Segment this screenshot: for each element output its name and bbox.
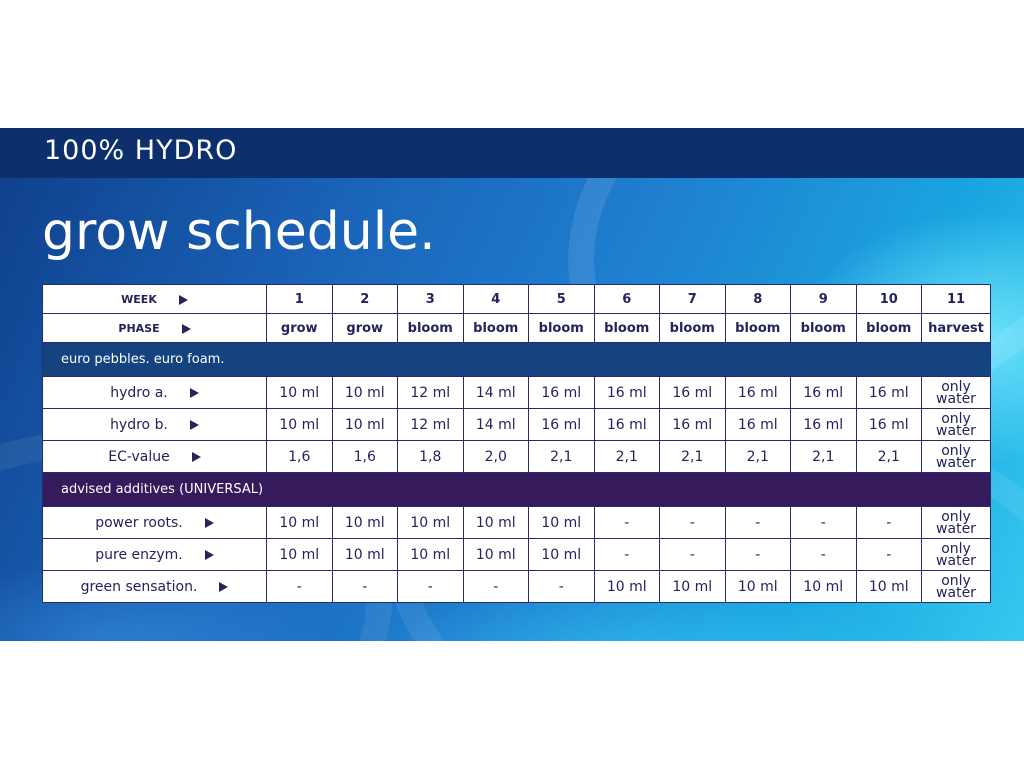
row-label: WEEK (121, 292, 157, 306)
header-bar (0, 128, 1024, 178)
week-label-cell (43, 285, 267, 314)
only-water-cell: only water (922, 539, 991, 571)
week-row (43, 285, 991, 314)
phase-cell: bloom (463, 314, 529, 343)
section-title: advised additives (UNIVERSAL) (43, 473, 991, 507)
dose-cell: 10 ml (660, 571, 726, 603)
triangle-right-icon (205, 550, 214, 560)
dose-cell: - (594, 539, 660, 571)
phase-cell: bloom (791, 314, 857, 343)
row-label-cell (43, 441, 267, 473)
dose-cell: 10 ml (529, 507, 595, 539)
only-water-cell: only water (922, 377, 991, 409)
dose-cell: 10 ml (529, 539, 595, 571)
phase-cell: bloom (660, 314, 726, 343)
only-water-cell: only water (922, 441, 991, 473)
week-number-cell: 10 (856, 285, 922, 314)
dose-cell: 10 ml (398, 507, 464, 539)
row-label-cell (43, 409, 267, 441)
dose-cell: - (856, 539, 922, 571)
phase-cell: grow (267, 314, 333, 343)
week-number-cell: 7 (660, 285, 726, 314)
dose-cell: 10 ml (791, 571, 857, 603)
dose-cell: - (660, 539, 726, 571)
table-row (43, 377, 991, 409)
table-row (43, 441, 991, 473)
week-number-cell: 2 (332, 285, 398, 314)
dose-cell: 1,6 (332, 441, 398, 473)
section-advised-additives (43, 473, 991, 507)
phase-cell: bloom (398, 314, 464, 343)
phase-cell: grow (332, 314, 398, 343)
triangle-right-icon (190, 388, 199, 398)
phase-cell: bloom (594, 314, 660, 343)
dose-cell: - (267, 571, 333, 603)
dose-cell: 16 ml (856, 409, 922, 441)
dose-cell: 2,1 (856, 441, 922, 473)
table-row (43, 409, 991, 441)
triangle-right-icon (190, 420, 199, 430)
phase-cell: bloom (529, 314, 595, 343)
row-label: EC-value (108, 448, 170, 465)
week-number-cell: 4 (463, 285, 529, 314)
dose-cell: 1,6 (267, 441, 333, 473)
dose-cell: 12 ml (398, 409, 464, 441)
dose-cell: 16 ml (660, 377, 726, 409)
row-label-cell (43, 539, 267, 571)
dose-cell: 10 ml (725, 571, 791, 603)
phase-row (43, 314, 991, 343)
triangle-right-icon (182, 324, 191, 334)
dose-cell: 10 ml (856, 571, 922, 603)
row-label-cell (43, 377, 267, 409)
dose-cell: 16 ml (594, 377, 660, 409)
dose-cell: 2,0 (463, 441, 529, 473)
only-water-cell: only water (922, 571, 991, 603)
dose-cell: 12 ml (398, 377, 464, 409)
grow-schedule-table (42, 284, 991, 603)
dose-cell: - (725, 507, 791, 539)
hero-banner (0, 128, 1024, 641)
triangle-right-icon (179, 295, 188, 305)
dose-cell: 10 ml (332, 507, 398, 539)
brand-title: 100% HYDRO (44, 135, 238, 166)
dose-cell: 10 ml (267, 539, 333, 571)
week-number-cell: 6 (594, 285, 660, 314)
week-number-cell: 3 (398, 285, 464, 314)
row-label-cell (43, 571, 267, 603)
phase-label-cell (43, 314, 267, 343)
dose-cell: 16 ml (791, 409, 857, 441)
dose-cell: 10 ml (332, 377, 398, 409)
row-label: green sensation. (80, 578, 198, 595)
dose-cell: - (791, 539, 857, 571)
row-label: hydro a. (110, 384, 168, 401)
dose-cell: 10 ml (267, 409, 333, 441)
phase-cell: bloom (856, 314, 922, 343)
dose-cell: 16 ml (791, 377, 857, 409)
triangle-right-icon (192, 452, 201, 462)
only-water-cell: only water (922, 409, 991, 441)
row-label: PHASE (118, 321, 160, 335)
dose-cell: 10 ml (267, 377, 333, 409)
dose-cell: 16 ml (725, 377, 791, 409)
dose-cell: 2,1 (594, 441, 660, 473)
dose-cell: - (791, 507, 857, 539)
triangle-right-icon (205, 518, 214, 528)
dose-cell: 16 ml (725, 409, 791, 441)
dose-cell: 16 ml (529, 377, 595, 409)
dose-cell: 10 ml (332, 409, 398, 441)
row-label-cell (43, 507, 267, 539)
dose-cell: 2,1 (529, 441, 595, 473)
only-water-cell: only water (922, 507, 991, 539)
dose-cell: - (463, 571, 529, 603)
dose-cell: 10 ml (463, 539, 529, 571)
row-label: power roots. (95, 514, 183, 531)
dose-cell: 10 ml (398, 539, 464, 571)
dose-cell: 16 ml (856, 377, 922, 409)
triangle-right-icon (219, 582, 228, 592)
dose-cell: - (725, 539, 791, 571)
dose-cell: 16 ml (594, 409, 660, 441)
dose-cell: 2,1 (791, 441, 857, 473)
dose-cell: 2,1 (660, 441, 726, 473)
week-number-cell: 8 (725, 285, 791, 314)
week-number-cell: 5 (529, 285, 595, 314)
row-label: pure enzym. (95, 546, 183, 563)
dose-cell: 16 ml (529, 409, 595, 441)
phase-cell: bloom (725, 314, 791, 343)
dose-cell: 10 ml (332, 539, 398, 571)
dose-cell: 14 ml (463, 409, 529, 441)
dose-cell: - (529, 571, 595, 603)
dose-cell: - (332, 571, 398, 603)
dose-cell: 1,8 (398, 441, 464, 473)
dose-cell: - (398, 571, 464, 603)
row-label: hydro b. (110, 416, 168, 433)
dose-cell: 10 ml (463, 507, 529, 539)
week-number-cell: 9 (791, 285, 857, 314)
page-title: grow schedule. (42, 202, 436, 262)
week-number-cell: 1 (267, 285, 333, 314)
dose-cell: 14 ml (463, 377, 529, 409)
dose-cell: - (594, 507, 660, 539)
section-euro-pebbles (43, 343, 991, 377)
dose-cell: - (856, 507, 922, 539)
table-row (43, 571, 991, 603)
dose-cell: - (660, 507, 726, 539)
dose-cell: 10 ml (267, 507, 333, 539)
table-row (43, 539, 991, 571)
dose-cell: 2,1 (725, 441, 791, 473)
week-number-cell: 11 (922, 285, 991, 314)
section-title: euro pebbles. euro foam. (43, 343, 991, 377)
table-row (43, 507, 991, 539)
phase-cell: harvest (922, 314, 991, 343)
dose-cell: 10 ml (594, 571, 660, 603)
dose-cell: 16 ml (660, 409, 726, 441)
